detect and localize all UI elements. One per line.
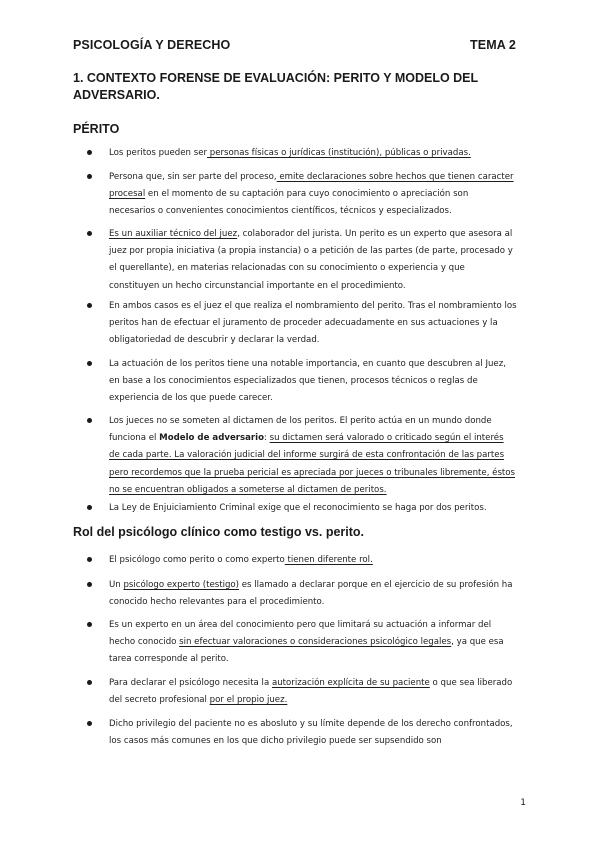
list-item: Es un experto en un área del conocimiento pero que limitará su actuación a informar del hecho conocido sin efectuar valoraciones o consideraciones psicológico legales, ya que esa tarea corresponde al perito.: [109, 617, 517, 669]
page-number: 1: [520, 798, 526, 808]
list-item: La Ley de Enjuiciamiento Criminal exige que el reconocimiento se haga por dos peritos.: [109, 500, 517, 517]
list-item: Persona que, sin ser parte del proceso, emite declaraciones sobre hechos que tienen caracter procesal en el momento de su captación para cuyo conocimiento o apreciación son necesarios o convenientes conocimientos científicos, técnicos y especializados.: [109, 169, 517, 221]
list-item: Es un auxiliar técnico del juez, colaborador del jurista. Un perito es un experto que asesora al juez por propia iniciativa (a propia instancia) o a petición de las partes (de parte, procesado y el querellante), en materias relacionadas con su conocimiento o experiencia y que constituyen un hecho circunstancial importante en el procedimiento.: [109, 226, 517, 295]
list-item: Los jueces no se someten al dictamen de los peritos. El perito actúa en un mundo donde funciona el Modelo de adversario: su dictamen será valorado o criticado según el interés de cada parte. La valoración judicial del informe surgirá de esta confrontación de las partes pero recordemos que la prueba pericial es apreciada por jueces o tribunales libremente, éstos no se encuentran obligados a someterse al dictamen de peritos.: [109, 413, 517, 499]
list-item: Los peritos pueden ser personas físicas o jurídicas (institución), públicas o privadas.: [109, 145, 517, 162]
list-item: Para declarar el psicólogo necesita la autorización explícita de su paciente o que sea liberado del secreto profesional por el propio juez.: [109, 675, 517, 709]
header-subject: PSICOLOGÍA Y DERECHO: [73, 38, 231, 52]
list-item: En ambos casos es el juez el que realiza el nombramiento del perito. Tras el nombramiento los peritos han de efectuar el juramento de proceder adecuadamente en sus actuaciones y la obligatoriedad de descubrir y declarar la verdad.: [109, 298, 517, 350]
section-title: 1. CONTEXTO FORENSE DE EVALUACIÓN: PERITO Y MODELO DEL ADVERSARIO.: [73, 71, 478, 102]
list-item: La actuación de los peritos tiene una notable importancia, en cuanto que descubren al Juez, en base a los conocimientos especializados que tienen, procesos técnicos o reglas de experiencia de los que puede carecer.: [109, 356, 517, 408]
rol-heading: Rol del psicólogo clínico como testigo vs. perito.: [73, 525, 365, 539]
list-item: Dicho privilegio del paciente no es abosluto y su límite depende de los derecho confrontados, los casos más comunes en los que dicho privilegio puede ser supsendido son: [109, 716, 517, 750]
list-item: El psicólogo como perito o como experto tienen diferente rol.: [109, 552, 517, 569]
page-header: [73, 38, 516, 52]
header-topic: TEMA 2: [470, 38, 516, 52]
perito-heading: PÉRITO: [73, 122, 120, 136]
list-item: Un psicólogo experto (testigo) es llamado a declarar porque en el ejercicio de su profesión ha conocido hecho relevantes para el procedimiento.: [109, 577, 517, 611]
